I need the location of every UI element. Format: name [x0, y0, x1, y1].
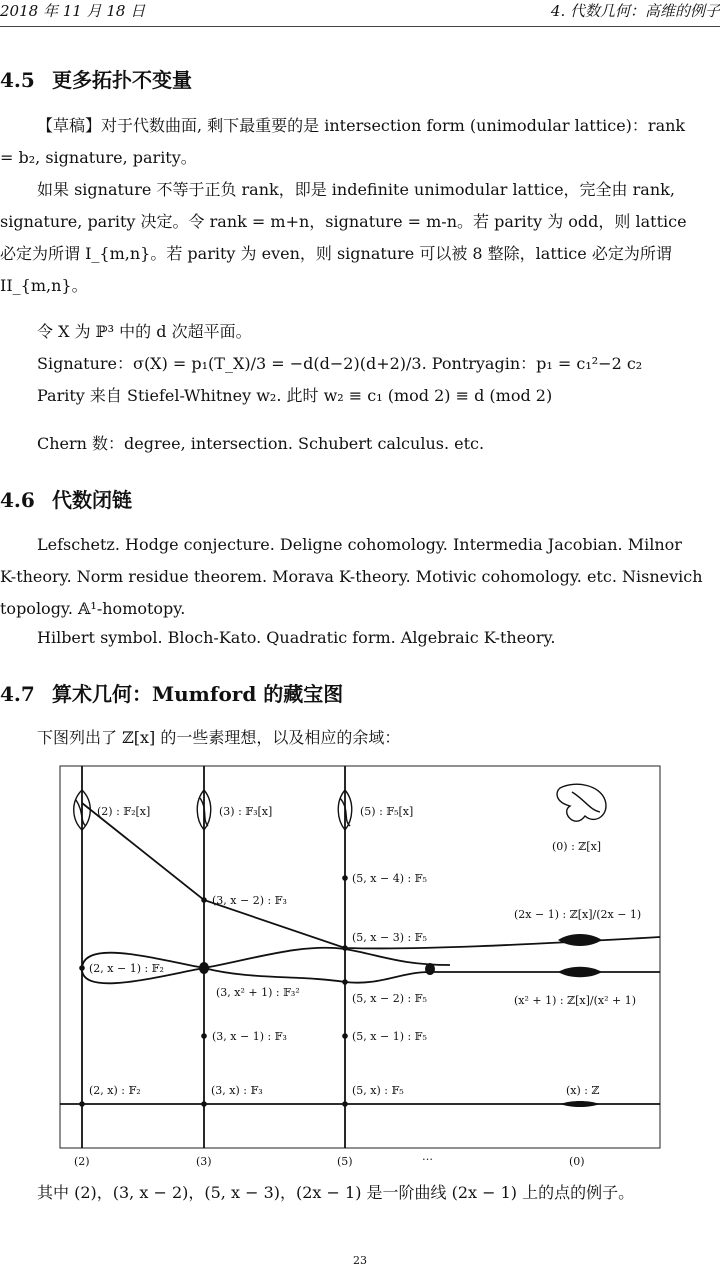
base-label-2: (2) [74, 1155, 90, 1168]
s46-para1-line3: topology. 𝔸¹-homotopy. [0, 599, 186, 618]
s46-para2: Hilbert symbol. Bloch-Kato. Quadratic form. Algebraic K-theory. [37, 628, 556, 647]
point-3-x2-1 [199, 962, 209, 974]
s45-parity-line: Parity 来自 Stiefel-Whitney w₂. 此时 w₂ ≡ c₁ (mod 2) ≡ d (mod 2) [37, 386, 553, 405]
blob-x2-1-generic [558, 967, 602, 978]
s45-para1-line1: 【草稿】对于代数曲面, 剩下最重要的是 intersection form (unimodular lattice)：rank [37, 116, 686, 135]
label-5-generic: (5) : 𝔽₅[x] [360, 805, 414, 818]
label-3-x-1: (3, x − 1) : 𝔽₃ [212, 1030, 287, 1043]
label-5-x-1: (5, x − 1) : 𝔽₅ [352, 1030, 427, 1043]
label-x: (x) : ℤ [566, 1084, 600, 1097]
blob-0-generic [557, 784, 606, 821]
point-5-x-1 [342, 1033, 348, 1039]
point-2-x-1 [79, 965, 85, 971]
header-rule [0, 26, 720, 27]
s45-para2-line2: signature, parity 决定。令 rank = m+n，signature = m-n。若 parity 为 odd，则 lattice [0, 212, 687, 231]
s45-para1-line2: = b₂, signature, parity。 [0, 148, 197, 167]
s45-chern-line: Chern 数：degree, intersection. Schubert calculus. etc. [37, 434, 485, 453]
label-x2-1: (x² + 1) : ℤ[x]/(x² + 1) [514, 994, 637, 1007]
running-header-chapter: 4. 代数几何：高维的例子 [550, 2, 720, 20]
base-label-dots: … [422, 1150, 433, 1163]
label-0-generic: (0) : ℤ[x] [552, 840, 602, 853]
s45-signature-line: Signature：σ(X) = p₁(T_X)/3 = −d(d−2)(d+2)/3. Pontryagin：p₁ = c₁²−2 c₂ [37, 354, 643, 373]
label-3-x: (3, x) : 𝔽₃ [211, 1084, 263, 1097]
point-3-x [201, 1101, 207, 1107]
running-header-date: 2018 年 11 月 18 日 [0, 2, 146, 20]
s47-outro: 其中 (2)，(3, x − 2)，(5, x − 3)，(2x − 1) 是一阶曲线 (2x − 1) 上的点的例子。 [37, 1183, 635, 1202]
s45-para2-line1: 如果 signature 不等于正负 rank，即是 indefinite unimodular lattice，完全由 rank, [37, 180, 675, 199]
curve-x2-plus-1 [82, 948, 660, 984]
blob-x-generic [560, 1101, 600, 1107]
label-3-generic: (3) : 𝔽₃[x] [219, 805, 273, 818]
label-3-x2-1: (3, x² + 1) : 𝔽₃² [216, 986, 300, 999]
page-number: 23 [353, 1254, 367, 1267]
blob-2x-1-generic [558, 934, 602, 946]
base-label-3: (3) [196, 1155, 212, 1168]
section-title: 更多拓扑不变量 [52, 68, 192, 92]
label-2x-1: (2x − 1) : ℤ[x]/(2x − 1) [514, 908, 642, 921]
s46-para1-line1: Lefschetz. Hodge conjecture. Deligne cohomology. Intermedia Jacobian. Milnor [37, 535, 682, 554]
base-label-5: (5) [337, 1155, 353, 1168]
point-5-x-3 [342, 945, 348, 951]
label-2-generic: (2) : 𝔽₂[x] [97, 805, 151, 818]
base-label-0: (0) [569, 1155, 585, 1168]
section-4-6-heading [0, 484, 132, 513]
label-5-x: (5, x) : 𝔽₅ [352, 1084, 404, 1097]
point-3-x-2 [201, 897, 207, 903]
section-title: 算术几何：Mumford 的藏宝图 [52, 682, 344, 706]
label-5-x-4: (5, x − 4) : 𝔽₅ [352, 872, 427, 885]
label-2-x: (2, x) : 𝔽₂ [89, 1084, 141, 1097]
label-2-x-1: (2, x − 1) : 𝔽₂ [89, 962, 164, 975]
point-3-x-1 [201, 1033, 207, 1039]
section-number: 4.6 [0, 488, 35, 512]
section-number: 4.5 [0, 68, 35, 92]
section-4-7-heading [0, 678, 343, 707]
point-5-x [342, 1101, 348, 1107]
s46-para1-line2: K-theory. Norm residue theorem. Morava K-theory. Motivic cohomology. etc. Nisnevich [0, 567, 703, 586]
section-4-5-heading [0, 64, 192, 93]
point-5-x-2 [342, 979, 348, 985]
s45-para2-line3: 必定为所谓 I_{m,n}。若 parity 为 even，则 signature 可以被 8 整除，lattice 必定为所谓 [0, 244, 672, 263]
point-5-x-4 [342, 875, 348, 881]
s45-para2-line4: II_{m,n}。 [0, 276, 88, 295]
label-5-x-3: (5, x − 3) : 𝔽₅ [352, 931, 427, 944]
section-number: 4.7 [0, 682, 35, 706]
label-3-x-2: (3, x − 2) : 𝔽₃ [212, 894, 287, 907]
point-2-x [79, 1101, 85, 1107]
section-title: 代数闭链 [52, 488, 132, 512]
s47-intro: 下图列出了 ℤ[x] 的一些素理想，以及相应的余域： [37, 728, 401, 747]
x2-plus-1-node [425, 963, 435, 975]
s45-hypersurface-line: 令 X 为 ℙ³ 中的 d 次超平面。 [37, 322, 252, 341]
label-5-x-2: (5, x − 2) : 𝔽₅ [352, 992, 427, 1005]
mumford-treasure-map [0, 740, 720, 1180]
